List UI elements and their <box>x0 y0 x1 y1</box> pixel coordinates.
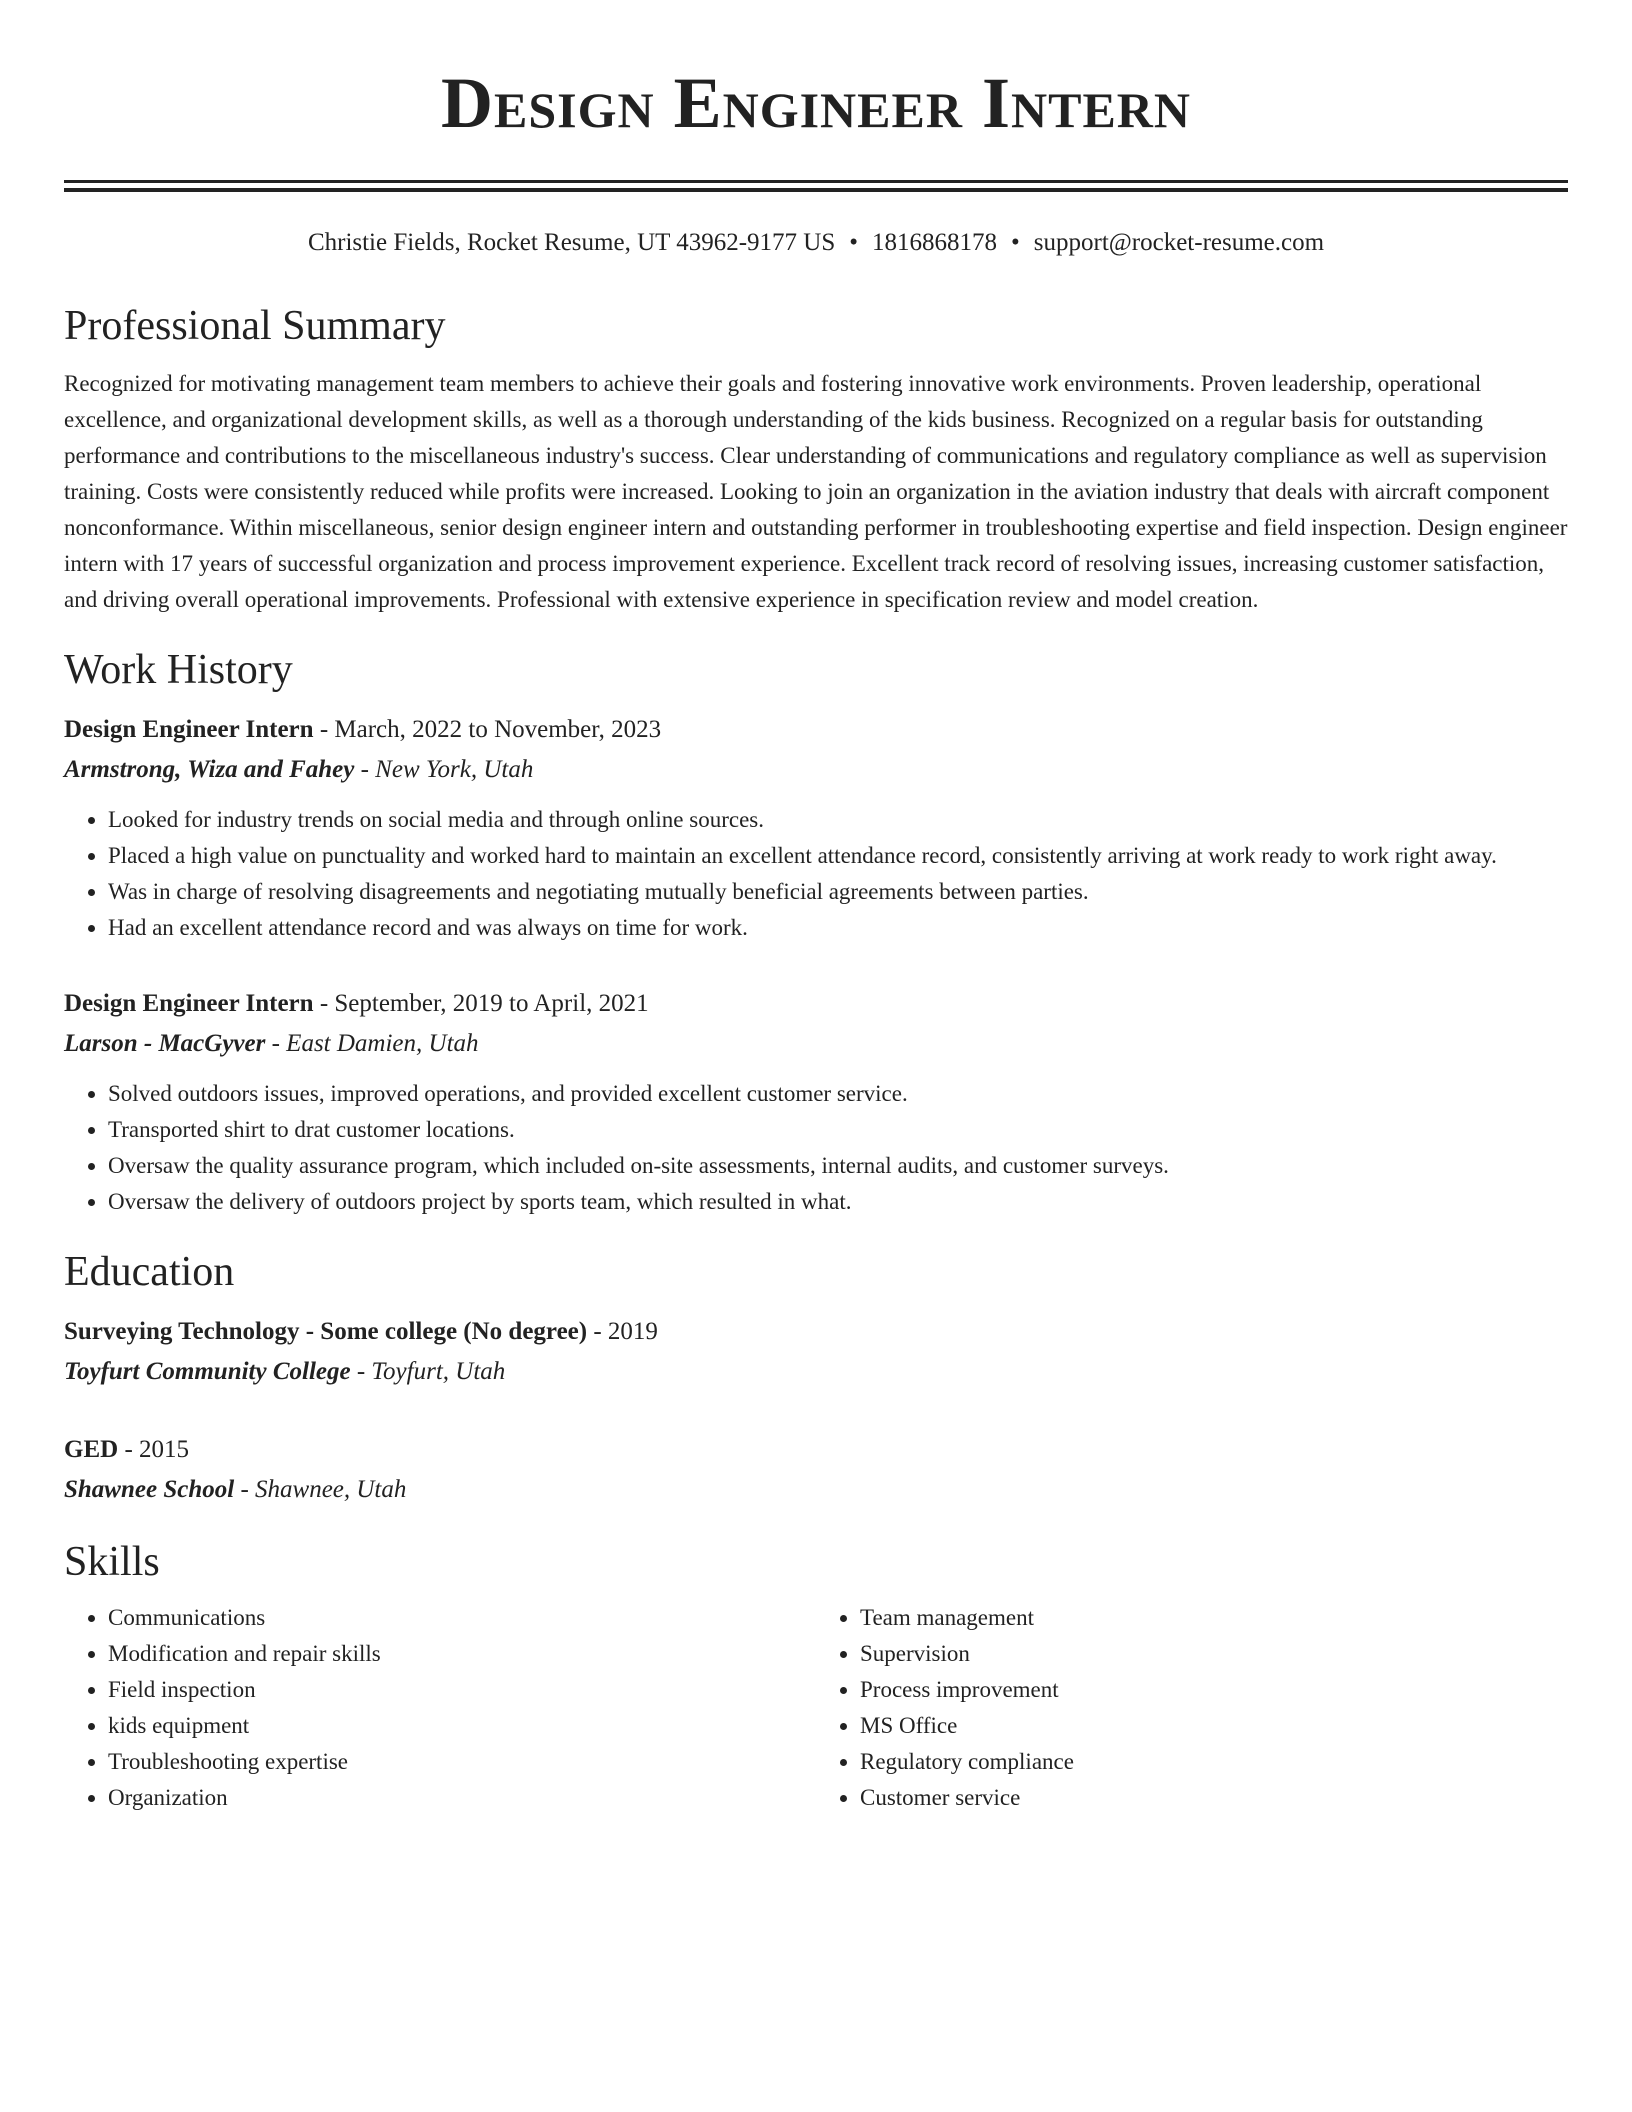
education-degree: Surveying Technology - Some college (No degree) <box>64 1318 588 1345</box>
skill-item: • MS Office <box>860 1708 1568 1744</box>
skill-item: • kids equipment <box>108 1708 816 1744</box>
job-title: Design Engineer Intern <box>64 716 314 743</box>
education-location: - Toyfurt, Utah <box>350 1358 506 1385</box>
skill-item: • Customer service <box>860 1780 1568 1816</box>
job-title: Design Engineer Intern <box>64 990 314 1017</box>
education-location: - Shawnee, Utah <box>234 1476 407 1503</box>
contact-line <box>64 226 1568 260</box>
skill-item: • Team management <box>860 1600 1568 1636</box>
skill-item: • Process improvement <box>860 1672 1568 1708</box>
skills-column-right <box>816 1600 1568 1816</box>
job-dates: - September, 2019 to April, 2021 <box>313 990 649 1017</box>
job-location: - New York, Utah <box>354 756 534 783</box>
education-degree-line <box>64 1430 1568 1470</box>
job-location: - East Damien, Utah <box>265 1030 479 1057</box>
contact-separator: • <box>1011 229 1020 256</box>
job-company-line <box>64 750 1568 790</box>
work-history-heading: Work History <box>64 647 293 693</box>
job-bullet: • Oversaw the delivery of outdoors project by sports team, which resulted in what. <box>108 1184 1568 1220</box>
skill-item: • Organization <box>108 1780 816 1816</box>
skills-heading: Skills <box>64 1539 160 1585</box>
job-company: Armstrong, Wiza and Fahey <box>64 756 355 783</box>
title-double-rule <box>64 180 1568 192</box>
skill-item: • Troubleshooting expertise <box>108 1744 816 1780</box>
education-school-line <box>64 1470 1568 1510</box>
job-bullet: • Placed a high value on punctuality and worked hard to maintain an excellent attendance record, consistently arriving at work ready to work right away. <box>108 838 1568 874</box>
contact-email: support@rocket-resume.com <box>1033 229 1325 256</box>
education-year: - 2019 <box>587 1318 658 1345</box>
summary-heading: Professional Summary <box>64 303 446 349</box>
education-degree: GED <box>64 1436 119 1463</box>
skill-item: • Modification and repair skills <box>108 1636 816 1672</box>
education-entry <box>64 1430 1568 1510</box>
job-title-line <box>64 710 1568 750</box>
job-bullet: • Looked for industry trends on social media and through online sources. <box>108 802 1568 838</box>
job-bullet: • Was in charge of resolving disagreements and negotiating mutually beneficial agreements between parties. <box>108 874 1568 910</box>
summary-text: Recognized for motivating management team members to achieve their goals and fostering innovative work environments. Proven leadership, operational excellence, and organizational development skills, as well as a thorough understanding of the kids business. Recognized on a regular basis for outstanding performance and contributions to the miscellaneous industry's success. Clear understanding of communications and regulatory compliance as well as supervision training. Costs were consistently reduced while profits were increased. Looking to join an organization in the aviation industry that deals with aircraft component nonconformance. Within miscellaneous, senior design engineer intern and outstanding performer in troubleshooting expertise and field inspection. Design engineer intern with 17 years of successful organization and process improvement experience. Excellent track record of resolving issues, increasing customer satisfaction, and driving overall operational improvements. Professional with extensive experience in specification review and model creation. <box>64 371 1568 612</box>
job-dates: - March, 2022 to November, 2023 <box>313 716 662 743</box>
skill-item: • Supervision <box>860 1636 1568 1672</box>
contact-address: Christie Fields, Rocket Resume, UT 43962-9177 US <box>307 229 836 256</box>
skills-column-left <box>64 1600 816 1816</box>
skill-item: • Communications <box>108 1600 816 1636</box>
job-title-line <box>64 984 1568 1024</box>
education-school-line <box>64 1352 1568 1392</box>
education-heading: Education <box>64 1249 235 1295</box>
resume-title: Design Engineer Intern <box>440 63 1192 143</box>
skill-item: • Regulatory compliance <box>860 1744 1568 1780</box>
job-bullet: • Had an excellent attendance record and was always on time for work. <box>108 910 1568 946</box>
job-bullet: • Transported shirt to drat customer locations. <box>108 1112 1568 1148</box>
skills-list <box>64 1600 1568 1816</box>
job-bullets <box>64 1076 1568 1220</box>
job-bullet: • Oversaw the quality assurance program, which included on-site assessments, internal audits, and customer surveys. <box>108 1148 1568 1184</box>
education-school: Shawnee School <box>64 1476 235 1503</box>
education-year: - 2015 <box>118 1436 190 1463</box>
contact-separator: • <box>849 229 858 256</box>
education-school: Toyfurt Community College <box>64 1358 351 1385</box>
job-entry <box>64 710 1568 946</box>
education-entry <box>64 1312 1568 1392</box>
job-bullets <box>64 802 1568 946</box>
job-company-line <box>64 1024 1568 1064</box>
job-entry <box>64 984 1568 1220</box>
job-company: Larson - MacGyver <box>64 1030 266 1057</box>
education-degree-line <box>64 1312 1568 1352</box>
skill-item: • Field inspection <box>108 1672 816 1708</box>
job-bullet: • Solved outdoors issues, improved operations, and provided excellent customer service. <box>108 1076 1568 1112</box>
contact-phone: 1816868178 <box>872 229 997 256</box>
